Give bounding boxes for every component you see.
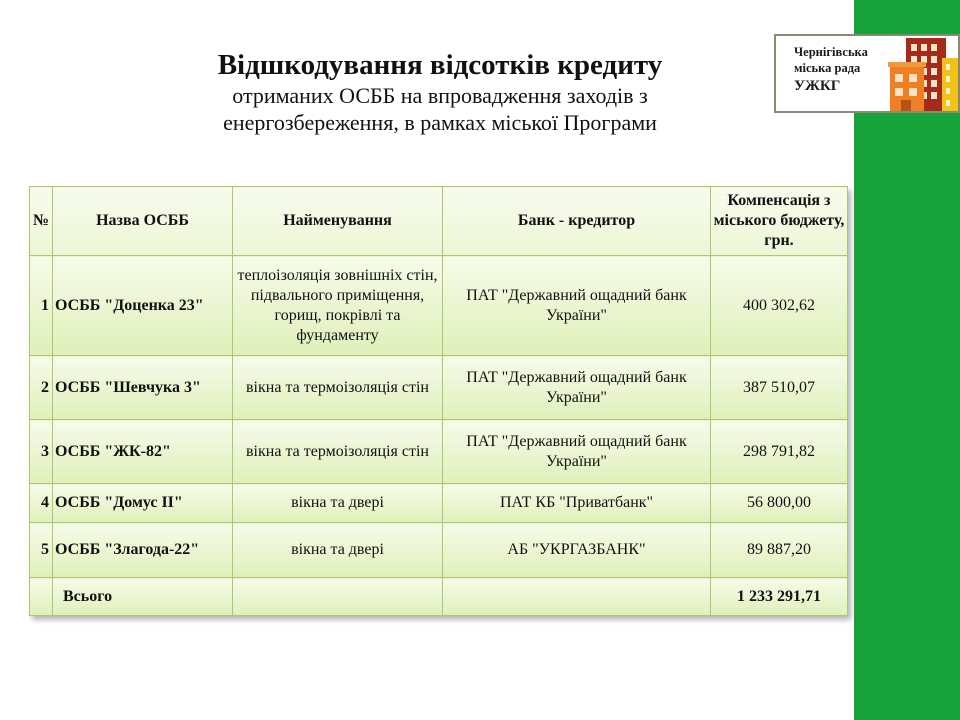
header-compensation: Компенсація з міського бюджету, грн. (711, 187, 848, 256)
total-empty-cell (30, 578, 53, 616)
row-compensation: 89 887,20 (711, 523, 848, 578)
logo-line-1: Чернігівська (794, 45, 868, 59)
row-name: ОСББ "Домус ІІ" (53, 484, 233, 523)
row-compensation: 387 510,07 (711, 356, 848, 420)
header-name: Назва ОСББ (53, 187, 233, 256)
row-compensation: 298 791,82 (711, 420, 848, 484)
row-number: 5 (30, 523, 53, 578)
row-name: ОСББ "Шевчука 3" (53, 356, 233, 420)
row-compensation: 400 302,62 (711, 256, 848, 356)
logo-text (794, 44, 868, 96)
total-label: Всього (53, 578, 233, 616)
table-row (30, 256, 848, 356)
row-bank: ПАТ "Державний ощадний банк України" (443, 420, 711, 484)
table-row (30, 356, 848, 420)
page-title: Відшкодування відсотків кредиту (217, 49, 663, 81)
logo-line-2: міська рада (794, 61, 861, 75)
row-name: ОСББ "ЖК-82" (53, 420, 233, 484)
row-number: 3 (30, 420, 53, 484)
row-work: теплоізоляція зовнішніх стін, підвального приміщення, горищ, покрівлі та фундаменту (233, 256, 443, 356)
row-number: 1 (30, 256, 53, 356)
row-number: 4 (30, 484, 53, 523)
page-subtitle-line-1: отриманих ОСББ на впровадження заходів з (232, 83, 648, 108)
title-block (90, 48, 790, 136)
header-number: № (30, 187, 53, 256)
row-name: ОСББ "Доценка 23" (53, 256, 233, 356)
table-row (30, 484, 848, 523)
header-work: Найменування (233, 187, 443, 256)
row-bank: ПАТ "Державний ощадний банк України" (443, 256, 711, 356)
logo-box (774, 34, 960, 113)
row-work: вікна та термоізоляція стін (233, 420, 443, 484)
row-bank: ПАТ "Державний ощадний банк України" (443, 356, 711, 420)
table-total-row (30, 578, 848, 616)
row-bank: ПАТ КБ "Приватбанк" (443, 484, 711, 523)
total-empty-cell (443, 578, 711, 616)
page-subtitle-line-2: енергозбереження, в рамках міської Програми (223, 110, 657, 135)
buildings-icon (886, 36, 960, 113)
row-work: вікна та термоізоляція стін (233, 356, 443, 420)
row-number: 2 (30, 356, 53, 420)
table-header-row (30, 187, 848, 256)
total-empty-cell (233, 578, 443, 616)
row-name: ОСББ "Злагода-22" (53, 523, 233, 578)
total-value: 1 233 291,71 (711, 578, 848, 616)
table-row (30, 523, 848, 578)
row-bank: АБ "УКРГАЗБАНК" (443, 523, 711, 578)
header-bank: Банк - кредитор (443, 187, 711, 256)
compensation-table (29, 186, 848, 616)
table-row (30, 420, 848, 484)
row-work: вікна та двері (233, 523, 443, 578)
row-compensation: 56 800,00 (711, 484, 848, 523)
row-work: вікна та двері (233, 484, 443, 523)
logo-line-3: УЖКГ (794, 78, 841, 94)
